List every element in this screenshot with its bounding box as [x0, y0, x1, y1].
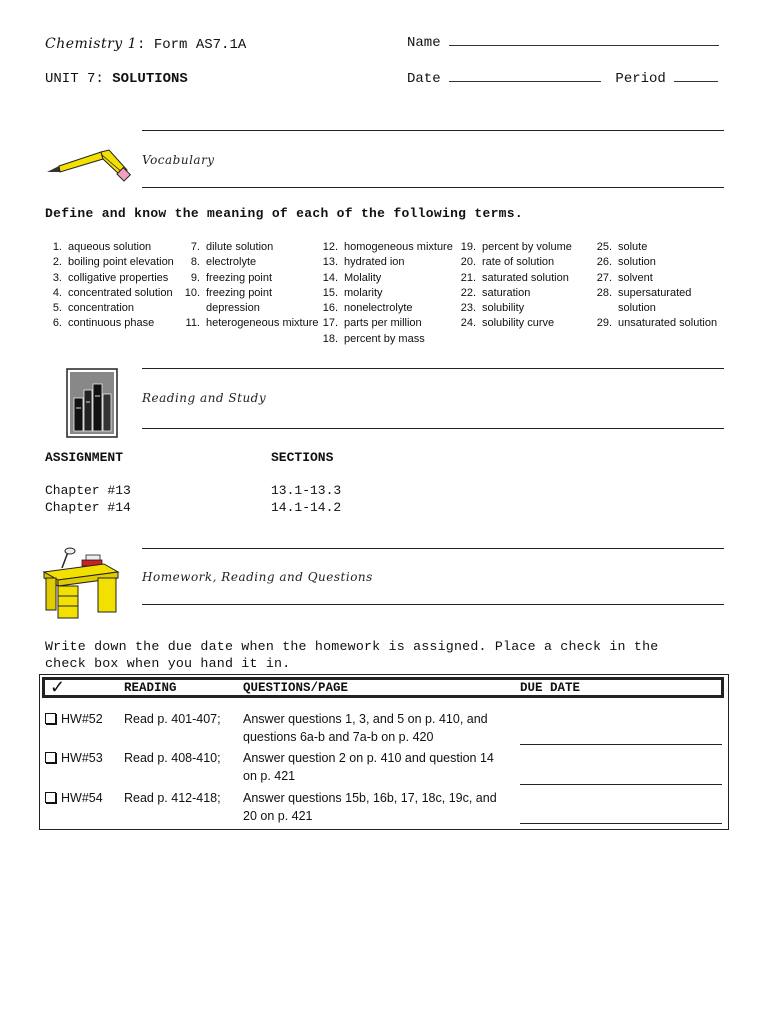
- name-field: [407, 35, 719, 51]
- vocab-number: 11.: [185, 317, 200, 330]
- vocab-term-text: Molality: [344, 271, 382, 284]
- form-label: : Form AS7.1A: [137, 37, 247, 53]
- vocab-number: 13.: [322, 256, 338, 269]
- vocab-number: [178, 301, 206, 316]
- vocab-term: [454, 240, 572, 255]
- assignment-row-1: Chapter #13: [45, 483, 131, 498]
- course-title: [45, 35, 246, 53]
- vocab-term-text: freezing point: [206, 271, 273, 284]
- vocab-term-text: freezing point: [206, 286, 273, 299]
- vocab-term-text: solution: [618, 256, 656, 269]
- hw-row-2-questions-line-2: on p. 421: [243, 769, 296, 783]
- reading-rule-top: [142, 368, 724, 369]
- vocab-number: 5.: [52, 302, 62, 315]
- vocab-term: [590, 301, 717, 316]
- vocab-number: 18.: [322, 332, 338, 345]
- due-date-header: DUE DATE: [520, 681, 581, 695]
- vocab-term-text: aqueous solution: [68, 241, 152, 253]
- vocab-term: [590, 316, 717, 331]
- name-blank[interactable]: [449, 35, 719, 46]
- vocab-number: 29.: [596, 317, 612, 330]
- vocab-term: [316, 271, 453, 286]
- vocab-term: [590, 286, 717, 301]
- date-period-field: [407, 71, 718, 87]
- vocab-term-text: electrolyte: [206, 256, 257, 269]
- vocab-column-5: [590, 240, 717, 332]
- vocab-number: 3.: [52, 271, 62, 284]
- hw-row-3-reading: Read p. 412-418;: [124, 791, 221, 805]
- hw-row-2-due-date-field[interactable]: [520, 784, 722, 785]
- vocab-column-2: [178, 240, 319, 332]
- vocab-term-text: saturated solution: [482, 271, 569, 284]
- vocab-term: [178, 301, 319, 316]
- pencil-icon: [45, 140, 135, 185]
- hw-row-1-due-date-field[interactable]: [520, 744, 722, 745]
- vocab-term-text: parts per million: [344, 317, 422, 330]
- vocab-term-text: unsaturated solution: [618, 317, 718, 330]
- vocab-number: 14.: [322, 271, 338, 284]
- hw-row-3-label: HW#54: [61, 791, 103, 805]
- course-name: Chemistry 1: [45, 36, 138, 52]
- vocab-term-text: heterogeneous mixture: [206, 317, 319, 330]
- books-icon: [66, 368, 118, 438]
- vocab-number: 27.: [596, 271, 612, 284]
- vocab-number: 16.: [322, 302, 338, 315]
- assignment-header: ASSIGNMENT: [45, 450, 124, 465]
- vocab-term-text: saturation: [482, 286, 531, 299]
- questions-header: QUESTIONS/PAGE: [243, 681, 349, 695]
- vocab-term: [178, 255, 319, 270]
- vocab-rule-bottom: [142, 187, 724, 188]
- vocab-column-1: [40, 240, 174, 332]
- name-label: Name: [407, 35, 441, 51]
- vocab-term: [40, 286, 174, 301]
- reading-header: READING: [124, 681, 177, 695]
- vocab-term: [178, 286, 319, 301]
- vocab-term-text: solvent: [618, 271, 653, 284]
- date-label: Date: [407, 71, 441, 87]
- vocab-term-text: hydrated ion: [344, 256, 405, 269]
- desk-icon: [42, 546, 122, 620]
- hw-row-3-questions-line-2: 20 on p. 421: [243, 809, 313, 823]
- homework-rule-bottom: [142, 604, 724, 605]
- vocab-term-text: concentration: [68, 302, 135, 315]
- hw-row-2-label: HW#53: [61, 751, 103, 765]
- reading-section-title: Reading and Study: [142, 391, 267, 405]
- vocab-term-text: depression: [206, 302, 260, 315]
- vocab-rule-top: [142, 130, 724, 131]
- vocab-term: [316, 286, 453, 301]
- hw-row-3-due-date-field[interactable]: [520, 823, 722, 824]
- homework-rule-top: [142, 548, 724, 549]
- vocab-term-text: dilute solution: [206, 241, 274, 253]
- vocab-term-text: boiling point elevation: [68, 256, 174, 269]
- vocab-column-3: [316, 240, 453, 347]
- vocab-term-text: homogeneous mixture: [344, 241, 453, 253]
- hw-row-1-id: [45, 710, 103, 728]
- vocab-term-text: rate of solution: [482, 256, 555, 269]
- unit-prefix: UNIT 7:: [45, 71, 104, 87]
- vocab-term: [454, 255, 572, 270]
- vocab-term: [316, 316, 453, 331]
- check-header: ✓: [50, 677, 66, 697]
- vocab-number: 23.: [460, 302, 476, 315]
- vocab-term: [590, 240, 717, 255]
- vocab-term: [454, 301, 572, 316]
- vocab-term: [316, 240, 453, 255]
- hw-row-2-checkbox[interactable]: [45, 752, 56, 763]
- vocab-term: [316, 255, 453, 270]
- vocab-number: 21.: [460, 271, 476, 284]
- vocab-number: 26.: [596, 256, 612, 269]
- vocab-number: 9.: [190, 271, 200, 284]
- vocab-term-text: supersaturated: [618, 286, 692, 299]
- vocab-term: [40, 255, 174, 270]
- sections-header: SECTIONS: [271, 450, 334, 465]
- vocab-instructions: Define and know the meaning of each of the following terms.: [45, 206, 523, 221]
- vocab-term: [590, 255, 717, 270]
- vocab-number: 25.: [596, 241, 612, 253]
- vocab-term: [40, 271, 174, 286]
- assignment-row-2: Chapter #14: [45, 500, 131, 515]
- hw-row-2-id: [45, 749, 103, 767]
- vocab-term-text: concentrated solution: [68, 286, 173, 299]
- vocab-section-title: Vocabulary: [142, 153, 215, 167]
- hw-row-1-questions-line-2: questions 6a-b and 7a-b on p. 420: [243, 730, 434, 744]
- vocab-number: 19.: [460, 241, 476, 253]
- hw-row-3-id: [45, 789, 103, 807]
- period-blank[interactable]: [674, 71, 718, 82]
- period-label: Period: [615, 71, 666, 87]
- vocab-term-text: percent by volume: [482, 241, 572, 253]
- vocab-number: 1.: [52, 241, 62, 253]
- vocab-column-4: [454, 240, 572, 332]
- vocab-number: 6.: [52, 317, 62, 330]
- vocab-number: 22.: [460, 286, 476, 299]
- vocab-number: 17.: [322, 317, 338, 330]
- vocab-term-text: solubility curve: [482, 317, 555, 330]
- hw-row-1-label: HW#52: [61, 712, 103, 726]
- vocab-number: 12.: [322, 241, 338, 253]
- vocab-number: 8.: [190, 256, 200, 269]
- vocab-term: [316, 301, 453, 316]
- vocab-number: 10.: [184, 286, 200, 299]
- unit-title: [45, 71, 188, 87]
- vocab-term: [178, 240, 319, 255]
- reading-rule-bottom: [142, 428, 724, 429]
- vocab-number: [590, 301, 618, 316]
- hw-row-3-questions-line-1: Answer questions 15b, 16b, 17, 18c, 19c, and: [243, 791, 497, 805]
- hw-row-2-questions-line-1: Answer question 2 on p. 410 and question 14: [243, 751, 494, 765]
- vocab-term-text: solution: [618, 302, 656, 315]
- vocab-term: [178, 316, 319, 331]
- unit-name: SOLUTIONS: [112, 71, 188, 87]
- vocab-number: 4.: [52, 286, 62, 299]
- hw-row-1-checkbox[interactable]: [45, 713, 56, 724]
- vocab-term: [40, 240, 174, 255]
- vocab-term-text: molarity: [344, 286, 383, 299]
- vocab-term: [454, 286, 572, 301]
- vocab-term-text: solubility: [482, 302, 525, 315]
- vocab-term-text: colligative properties: [68, 271, 169, 284]
- hw-row-1-questions-line-1: Answer questions 1, 3, and 5 on p. 410, and: [243, 712, 488, 726]
- hw-row-2-reading: Read p. 408-410;: [124, 751, 221, 765]
- vocab-term-text: solute: [618, 241, 648, 253]
- vocab-term-text: nonelectrolyte: [344, 302, 413, 315]
- vocab-term: [454, 271, 572, 286]
- homework-section-title: Homework, Reading and Questions: [142, 570, 373, 584]
- vocab-term: [178, 271, 319, 286]
- vocab-term-text: percent by mass: [344, 332, 425, 345]
- vocab-term: [40, 316, 174, 331]
- vocab-number: 28.: [596, 286, 612, 299]
- hw-row-3-checkbox[interactable]: [45, 792, 56, 803]
- vocab-number: 20.: [460, 256, 476, 269]
- sections-row-2: 14.1-14.2: [271, 500, 342, 515]
- vocab-term: [590, 271, 717, 286]
- vocab-number: 24.: [460, 317, 476, 330]
- vocab-term: [454, 316, 572, 331]
- homework-instructions-line-2: check box when you hand it in.: [45, 656, 291, 671]
- vocab-number: 7.: [190, 241, 200, 253]
- sections-row-1: 13.1-13.3: [271, 483, 342, 498]
- homework-instructions-line-1: Write down the due date when the homework is assigned. Place a check in the: [45, 639, 659, 654]
- vocab-term-text: continuous phase: [68, 317, 155, 330]
- vocab-term: [316, 332, 453, 347]
- vocab-number: 15.: [322, 286, 338, 299]
- date-blank[interactable]: [449, 71, 601, 82]
- hw-row-1-reading: Read p. 401-407;: [124, 712, 221, 726]
- vocab-number: 2.: [52, 256, 62, 269]
- vocab-term: [40, 301, 174, 316]
